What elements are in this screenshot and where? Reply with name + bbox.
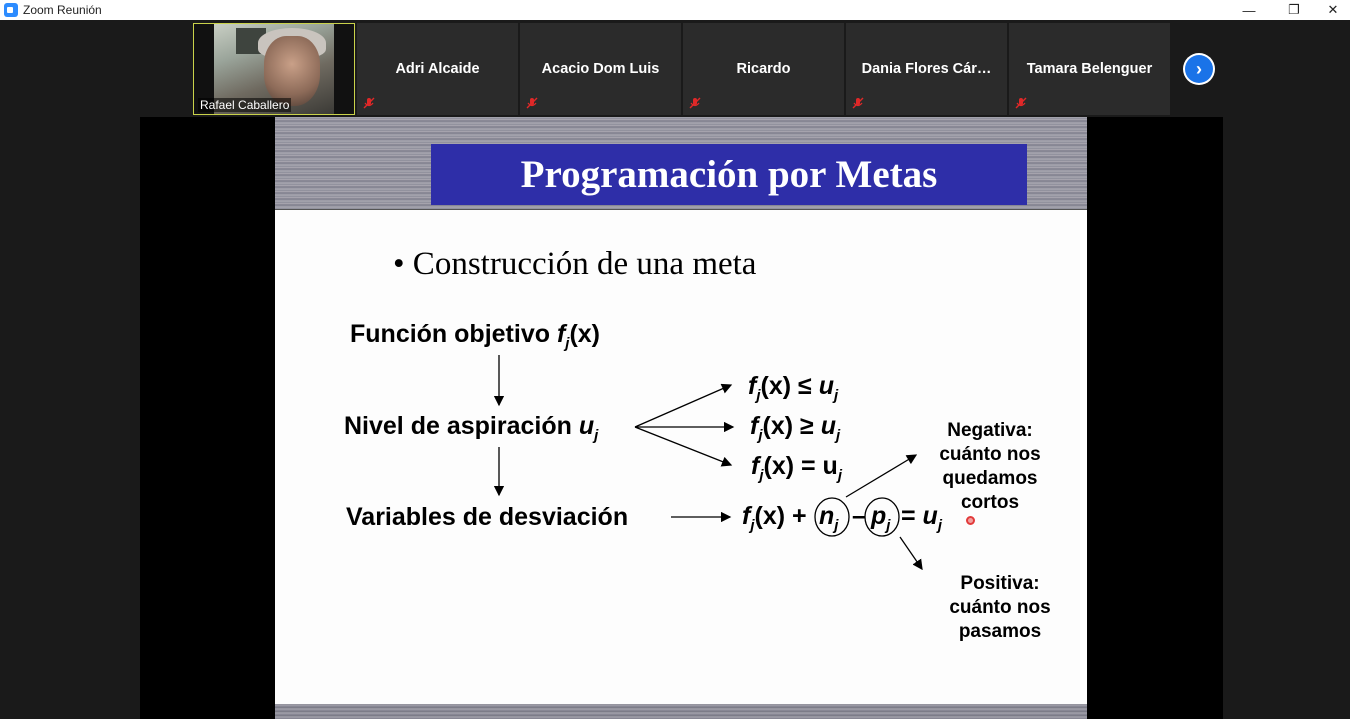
shared-screen	[140, 117, 1223, 719]
participant-strip	[0, 20, 1350, 117]
arrow-to-eq	[635, 427, 731, 465]
participant-name: Adri Alcaide	[395, 61, 480, 77]
slide-title: Programación por Metas	[520, 153, 938, 196]
participant-tile[interactable]	[1009, 23, 1170, 115]
equation-goal: $f_j(x)$ +	[742, 502, 807, 534]
muted-mic-icon	[363, 97, 375, 109]
muted-mic-icon	[852, 97, 864, 109]
arrow-to-le	[635, 385, 731, 427]
note-line: pasamos	[958, 621, 1042, 642]
muted-mic-icon	[689, 97, 701, 109]
slide-bullet: • Construcción de una meta	[393, 246, 757, 282]
participant-name: Tamara Belenguer	[1026, 61, 1153, 77]
arrow-to-positiva	[900, 537, 922, 569]
window-titlebar	[0, 0, 1350, 20]
participant-name: Ricardo	[736, 61, 791, 77]
laser-pointer	[966, 516, 975, 525]
diagram-arrows	[275, 117, 1087, 719]
muted-mic-icon	[1015, 97, 1027, 109]
minus-sign: –	[852, 502, 866, 530]
circle-n	[815, 498, 849, 536]
equation-le: $f_j(x) \le u_j$	[748, 372, 839, 404]
participant-name: Dania Flores Cár…	[861, 61, 992, 77]
participant-tile[interactable]	[846, 23, 1007, 115]
deviation-n: $n_j$	[819, 502, 839, 534]
equation-goal-rhs: = $u_j$	[901, 502, 942, 534]
presentation-slide	[275, 117, 1087, 719]
label-nivel-aspiracion: Nivel de aspiración $u_j$	[344, 412, 599, 444]
window-title: Zoom Reunión	[23, 3, 102, 17]
equation-ge: $f_j(x) \ge u_j$	[750, 412, 841, 444]
label-funcion-objetivo: Función objetivo $f_j(x)$	[350, 320, 600, 352]
note-line: cortos	[960, 492, 1020, 513]
deviation-p: $p_j$	[871, 502, 891, 534]
equation-eq: $f_j(x) = u_j$	[751, 452, 842, 484]
participant-tile[interactable]	[357, 23, 518, 115]
note-line: cuánto nos	[949, 597, 1051, 618]
note-line: cuánto nos	[939, 444, 1041, 465]
note-line: Negativa:	[947, 420, 1033, 441]
next-participants-button[interactable]	[1183, 53, 1215, 85]
participant-tile[interactable]	[520, 23, 681, 115]
person-head	[264, 36, 320, 106]
participant-name: Rafael Caballero	[200, 98, 290, 112]
minimize-button[interactable]: —	[1242, 2, 1256, 18]
note-line: Positiva:	[960, 573, 1040, 594]
muted-mic-icon	[526, 97, 538, 109]
label-variables-desviacion: Variables de desviación	[346, 503, 629, 531]
note-line: quedamos	[942, 468, 1038, 489]
participant-name: Acacio Dom Luis	[541, 61, 660, 77]
chevron-right-icon: ›	[1185, 55, 1213, 83]
maximize-button[interactable]: ❐	[1288, 2, 1300, 17]
participant-tile-self[interactable]	[193, 23, 355, 115]
circle-p	[865, 498, 899, 536]
arrow-to-negativa	[846, 455, 916, 497]
zoom-app-icon	[4, 3, 18, 17]
participant-tile[interactable]	[683, 23, 844, 115]
close-button[interactable]: ✕	[1327, 2, 1339, 17]
